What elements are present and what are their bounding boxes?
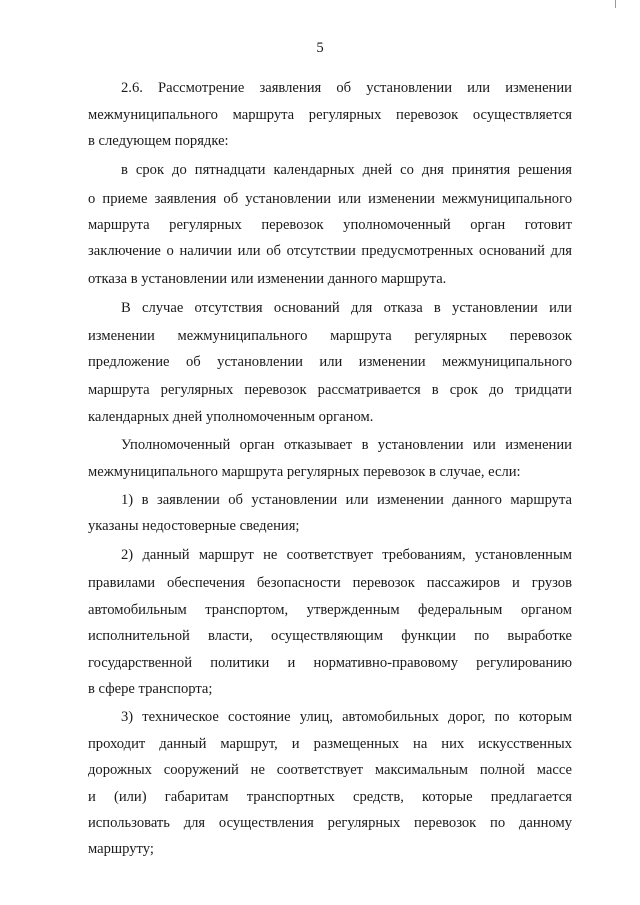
text-line: проходит данный маршрут, и размещенных на них искусственных (88, 736, 572, 752)
text-line: отказа в установлении или изменении данного маршрута. (88, 271, 447, 287)
page-number: 5 (316, 40, 324, 56)
text-line: 2.6. Рассмотрение заявления об установлении или изменении (121, 80, 572, 96)
text-line: заключение о наличии или об отсутствии предусмотренных оснований для (88, 243, 572, 259)
text-line: в сфере транспорта; (88, 681, 213, 697)
text-line: маршрута регулярных перевозок рассматривается в срок до тридцати (88, 382, 572, 398)
text-line: календарных дней уполномоченным органом. (88, 409, 374, 425)
text-line: межмуниципального маршрута регулярных перевозок в случае, если: (88, 464, 521, 480)
corner-mark (615, 0, 630, 8)
text-line: указаны недостоверные сведения; (88, 518, 300, 534)
text-line: 2) данный маршрут не соответствует требованиям, установленным (121, 547, 572, 563)
text-line: предложение об установлении или изменении межмуниципального (88, 354, 572, 370)
text-line: автомобильным транспортом, утвержденным федеральным органом (88, 602, 572, 618)
text-line: изменении межмуниципального маршрута регулярных перевозок (88, 328, 572, 344)
text-line: о приеме заявления об установлении или изменении межмуниципального (88, 191, 572, 207)
text-line: исполнительной власти, осуществляющим функции по выработке (88, 628, 572, 644)
text-line: использовать для осуществления регулярных перевозок по данному (88, 815, 572, 831)
text-line: и (или) габаритам транспортных средств, которые предлагается (88, 789, 572, 805)
text-line: маршрута регулярных перевозок уполномоченный орган готовит (88, 217, 572, 233)
text-line: в срок до пятнадцати календарных дней со дня принятия решения (121, 162, 572, 178)
text-line: В случае отсутствия оснований для отказа в установлении или (121, 300, 572, 316)
text-line: межмуниципального маршрута регулярных перевозок осуществляется (88, 107, 572, 123)
text-line: дорожных сооружений не соответствует максимальным полной массе (88, 762, 572, 778)
text-line: Уполномоченный орган отказывает в установлении или изменении (121, 437, 572, 453)
text-line: государственной политики и нормативно-правовому регулированию (88, 655, 572, 671)
text-line: 3) техническое состояние улиц, автомобильных дорог, по которым (121, 709, 572, 725)
text-line: маршруту; (88, 841, 154, 857)
text-line: правилами обеспечения безопасности перевозок пассажиров и грузов (88, 575, 572, 591)
text-line: 1) в заявлении об установлении или изменении данного маршрута (121, 492, 572, 508)
text-line: в следующем порядке: (88, 133, 229, 149)
